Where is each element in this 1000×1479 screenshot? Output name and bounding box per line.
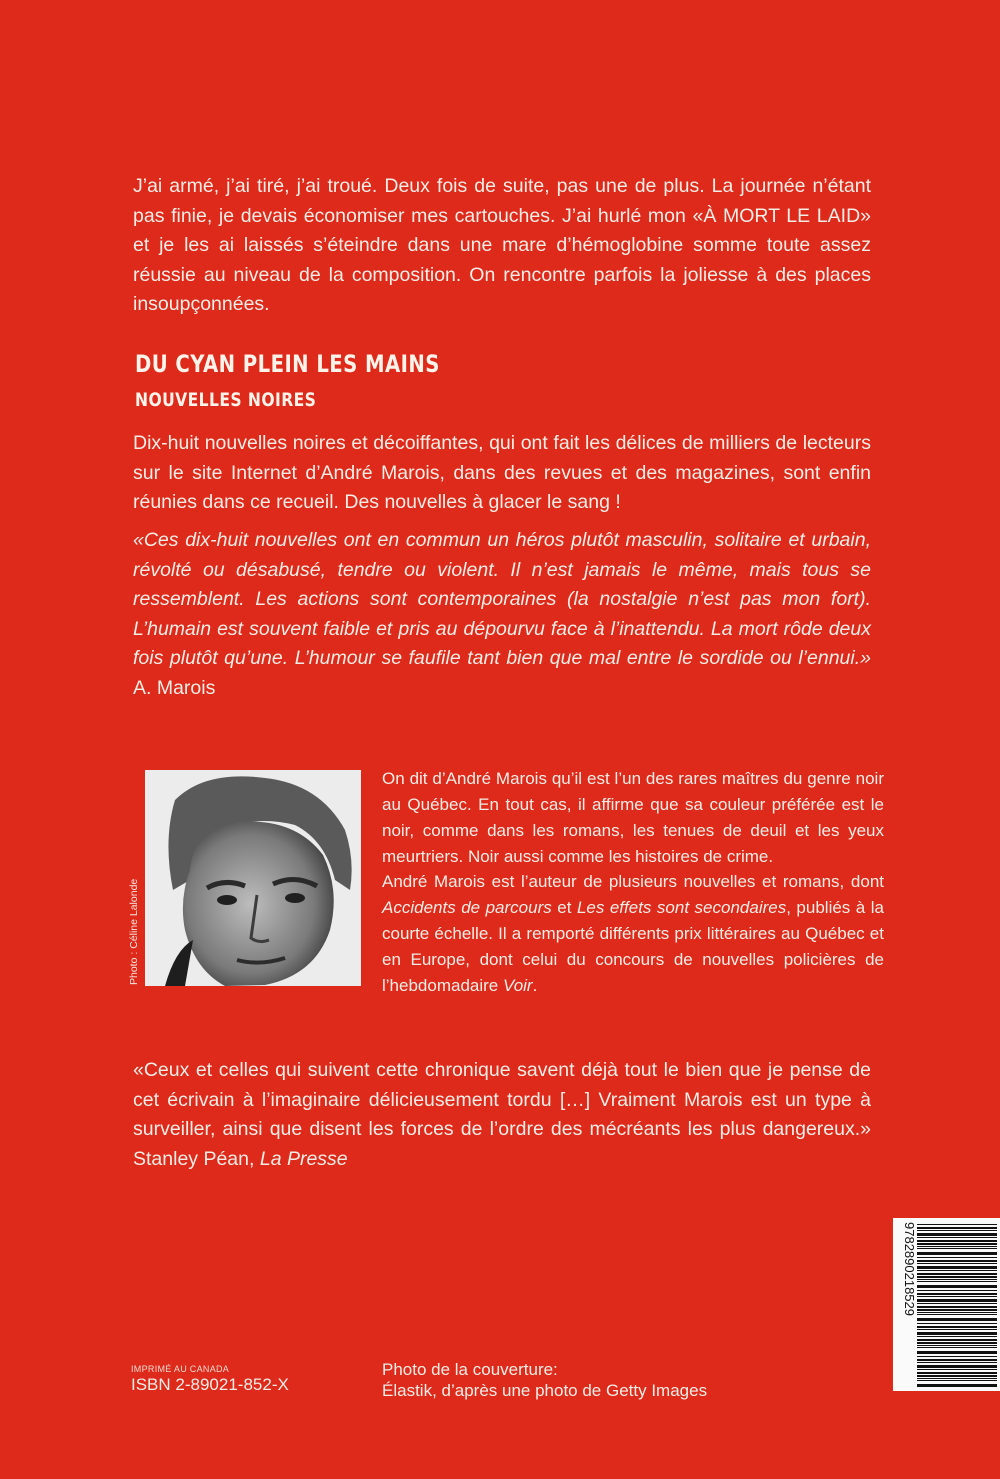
barcode-bar	[917, 1246, 997, 1247]
barcode-bar	[917, 1237, 997, 1238]
barcode-bar	[917, 1329, 997, 1330]
barcode-bar	[917, 1362, 997, 1363]
isbn-text: ISBN 2-89021-852-X	[131, 1375, 289, 1394]
barcode-bar	[917, 1243, 997, 1245]
barcode-bar	[917, 1345, 997, 1346]
barcode-bar	[917, 1326, 997, 1328]
barcode-bar	[917, 1378, 997, 1379]
book-title: DU CYAN PLEIN LES MAINS	[135, 350, 440, 378]
barcode-bar	[917, 1281, 997, 1282]
barcode-bar	[917, 1318, 997, 1321]
barcode-bar	[917, 1351, 997, 1354]
barcode-bar	[917, 1359, 997, 1361]
barcode-bar	[917, 1257, 997, 1258]
barcode-bar	[917, 1299, 997, 1302]
press-quote	[133, 1056, 871, 1174]
barcode-graphic	[893, 1218, 1000, 1391]
barcode-bar	[917, 1227, 997, 1229]
barcode-bar	[917, 1270, 997, 1271]
author-photo	[145, 770, 361, 986]
barcode-bar	[917, 1279, 997, 1280]
press-quote-source: La Presse	[259, 1147, 348, 1170]
barcode-bar	[917, 1266, 997, 1269]
book-title-effets: Les effets sont secondaires	[576, 898, 787, 917]
book-title-accidents: Accidents de parcours	[382, 898, 552, 917]
author-quote	[133, 526, 871, 703]
bio-text-b: , publiés à la courte échelle. Il a remporté différents prix littéraires au Québec et en Europe, dont celui du concours de nouvelles policières de l’hebdomadaire	[382, 898, 884, 995]
barcode-number: 9782890218529	[902, 1222, 917, 1316]
barcode-bar	[917, 1276, 997, 1278]
barcode-bar	[917, 1347, 997, 1348]
press-quote-author: Stanley Péan,	[133, 1147, 255, 1170]
barcode-bar	[917, 1293, 997, 1295]
barcode-bar	[917, 1306, 997, 1308]
imprint-text: IMPRIMÉ AU CANADA	[131, 1364, 230, 1374]
barcode-bar	[917, 1314, 997, 1315]
author-portrait-illustration	[145, 770, 361, 986]
barcode-bar	[917, 1296, 997, 1297]
barcode-bar	[917, 1342, 997, 1344]
barcode-bar	[917, 1303, 997, 1304]
barcode-bar	[917, 1285, 997, 1288]
author-bio-paragraph-2	[382, 869, 884, 999]
barcode-bar	[917, 1309, 997, 1311]
barcode-bar	[917, 1336, 997, 1337]
barcode-bar	[917, 1230, 997, 1231]
magazine-title: Voir	[502, 976, 533, 995]
barcode-bar	[917, 1365, 997, 1368]
barcode-bar	[917, 1339, 997, 1341]
press-quote-text: «Ceux et celles qui suivent cette chronique savent déjà tout le bien que je pense de cet écrivain à l’imaginaire délicieusement tordu […] Vraiment Marois est un type à surveiller, ainsi que disent les forces de l’ordre des mécréants les plus dangereux.»	[133, 1059, 871, 1140]
author-quote-attribution: A. Marois	[133, 676, 216, 699]
photo-credit: Photo : Céline Lalonde	[128, 878, 140, 985]
bio-text-end: .	[532, 976, 538, 995]
bio-text-a: André Marois est l’auteur de plusieurs nouvelles et romans, dont	[382, 872, 884, 891]
bio-text-and: et	[557, 898, 572, 917]
barcode-bar	[917, 1224, 997, 1225]
barcode-bar	[917, 1233, 997, 1236]
barcode-bar	[917, 1260, 997, 1262]
cover-credit	[382, 1359, 707, 1401]
barcode-bar	[917, 1312, 997, 1313]
barcode-bar	[917, 1384, 997, 1387]
description-paragraph: Dix-huit nouvelles noires et décoiffantes, qui ont fait les délices de milliers de lecteurs sur le site Internet d’André Marois, dans des revues et des magazines, sont enfin réunies dans ce recueil. Des nouvelles à glacer le sang !	[133, 432, 871, 513]
barcode-bar	[917, 1263, 997, 1264]
author-quote-text: «Ces dix-huit nouvelles ont en commun un héros plutôt masculin, solitaire et urbain, révolté ou désabusé, tendre ou violent. Il n’est jamais le même, mais tous se ressemblent. Les actions sont contemporaines (la nostalgie n’est pas mon fort). L’humain est souvent faible et pris au dépourvu face à l’inattendu. La mort rôde deux fois plutôt qu’une. L’humour se faufile tant bien que mal entre le sordide ou l’ennui.»	[133, 529, 871, 669]
barcode-bar	[917, 1240, 997, 1242]
barcode-bar	[917, 1375, 997, 1377]
barcode-bar	[917, 1273, 997, 1275]
barcode-bar	[917, 1248, 997, 1249]
barcode-bars	[917, 1224, 997, 1387]
cover-credit-label: Photo de la couverture:	[382, 1360, 558, 1379]
barcode-bar	[917, 1372, 997, 1374]
book-subtitle: NOUVELLES NOIRES	[135, 389, 317, 411]
barcode-bar	[917, 1290, 997, 1291]
barcode-bar	[917, 1356, 997, 1357]
barcode-bar	[917, 1380, 997, 1381]
barcode-bar	[917, 1332, 997, 1335]
excerpt-paragraph: J’ai armé, j’ai tiré, j’ai troué. Deux fois de suite, pas une de plus. La journée n’étant pas finie, je devais économiser mes cartouches. J’ai hurlé mon «À MORT LE LAID» et je les ai laissés s’éteindre dans une mare d’hémoglobine somme toute assez réussie au niveau de la composition. On rencontre parfois la joliesse à des places insoupçonnées.	[133, 175, 871, 315]
author-bio-paragraph-1: On dit d’André Marois qu’il est l’un des rares maîtres du genre noir au Québec. En tout cas, il affirme que sa couleur préférée est le noir, comme dans les romans, les tenues de deuil et les yeux meurtriers. Noir aussi comme les histoires de crime.	[382, 769, 884, 866]
barcode	[893, 1218, 1000, 1391]
barcode-bar	[917, 1252, 997, 1255]
cover-credit-text: Élastik, d’après une photo de Getty Images	[382, 1381, 708, 1400]
barcode-bar	[917, 1323, 997, 1324]
barcode-bar	[917, 1369, 997, 1370]
